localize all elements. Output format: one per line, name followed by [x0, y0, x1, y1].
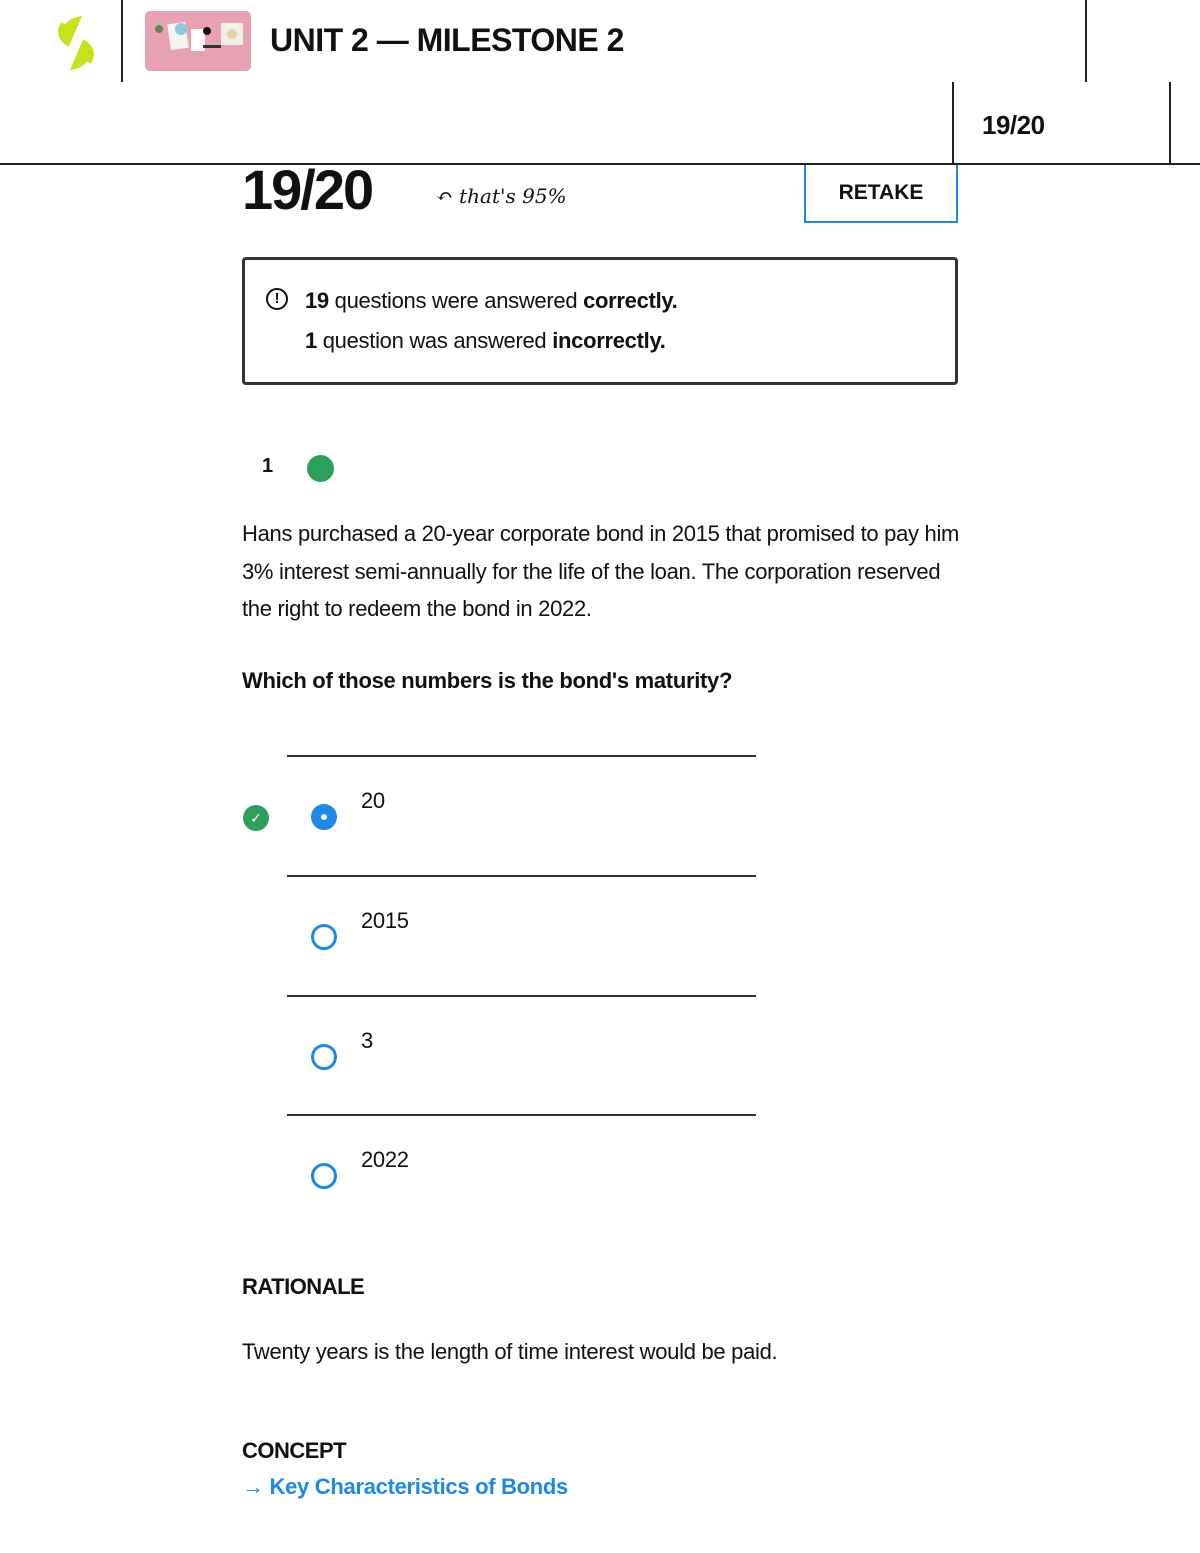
percent-note-text: that's 95% [459, 184, 567, 208]
arrow-right-icon: → [242, 1474, 264, 1499]
header-bottom-rule [0, 163, 1200, 165]
option-label[interactable]: 2015 [361, 908, 409, 933]
correct-word: correctly. [583, 288, 678, 313]
concept-link-label: Key Characteristics of Bonds [269, 1474, 568, 1499]
score-tab-left-border [952, 82, 954, 164]
rationale-text: Twenty years is the length of time interest would be paid. [242, 1339, 778, 1364]
option-radio-2015[interactable] [311, 924, 337, 950]
score-tab-right-border [1169, 82, 1171, 164]
correct-answer-check-icon: ✓ [243, 805, 269, 831]
curved-arrow-icon: ↶ [436, 184, 453, 208]
question-number: 1 [262, 455, 274, 477]
summary-correct-line [305, 288, 678, 314]
correct-text: questions were answered [328, 288, 584, 313]
page-title: UNIT 2 — MILESTONE 2 [270, 22, 624, 58]
question-text: Hans purchased a 20-year corporate bond in 2015 that promised to pay him 3% interest semi-annually for the life of the loan. The corporation reserved the right to redeem the bond in 2022. [242, 521, 960, 621]
question-correct-status-icon [307, 455, 334, 482]
score-badge[interactable]: 19/20 [982, 110, 1045, 140]
concept-link[interactable] [242, 1474, 568, 1500]
question-prompt: Which of those numbers is the bond's maturity? [242, 668, 733, 693]
option-divider [287, 995, 756, 997]
results-summary-box [242, 257, 958, 385]
option-radio-2022[interactable] [311, 1163, 337, 1189]
option-divider [287, 755, 756, 757]
header-right-divider [1085, 0, 1087, 82]
correct-count: 19 [305, 288, 329, 313]
option-divider [287, 1114, 756, 1116]
info-icon: ! [266, 288, 288, 310]
score-value: 19/20 [242, 158, 373, 221]
concept-heading: CONCEPT [242, 1438, 347, 1463]
option-radio-3[interactable] [311, 1044, 337, 1070]
summary-incorrect-line [305, 328, 666, 354]
unit-thumbnail [145, 11, 251, 71]
rationale-heading: RATIONALE [242, 1274, 365, 1299]
option-radio-20[interactable] [311, 804, 337, 830]
option-label[interactable]: 3 [361, 1028, 373, 1053]
sophia-logo[interactable] [52, 14, 100, 72]
incorrect-count: 1 [305, 328, 317, 353]
header-divider [121, 0, 123, 82]
option-label[interactable]: 20 [361, 788, 385, 813]
option-label[interactable]: 2022 [361, 1147, 409, 1172]
incorrect-text: question was answered [316, 328, 553, 353]
incorrect-word: incorrectly. [552, 328, 666, 353]
score-percent-note [436, 184, 567, 208]
retake-button[interactable]: RETAKE [804, 165, 958, 223]
option-divider [287, 875, 756, 877]
